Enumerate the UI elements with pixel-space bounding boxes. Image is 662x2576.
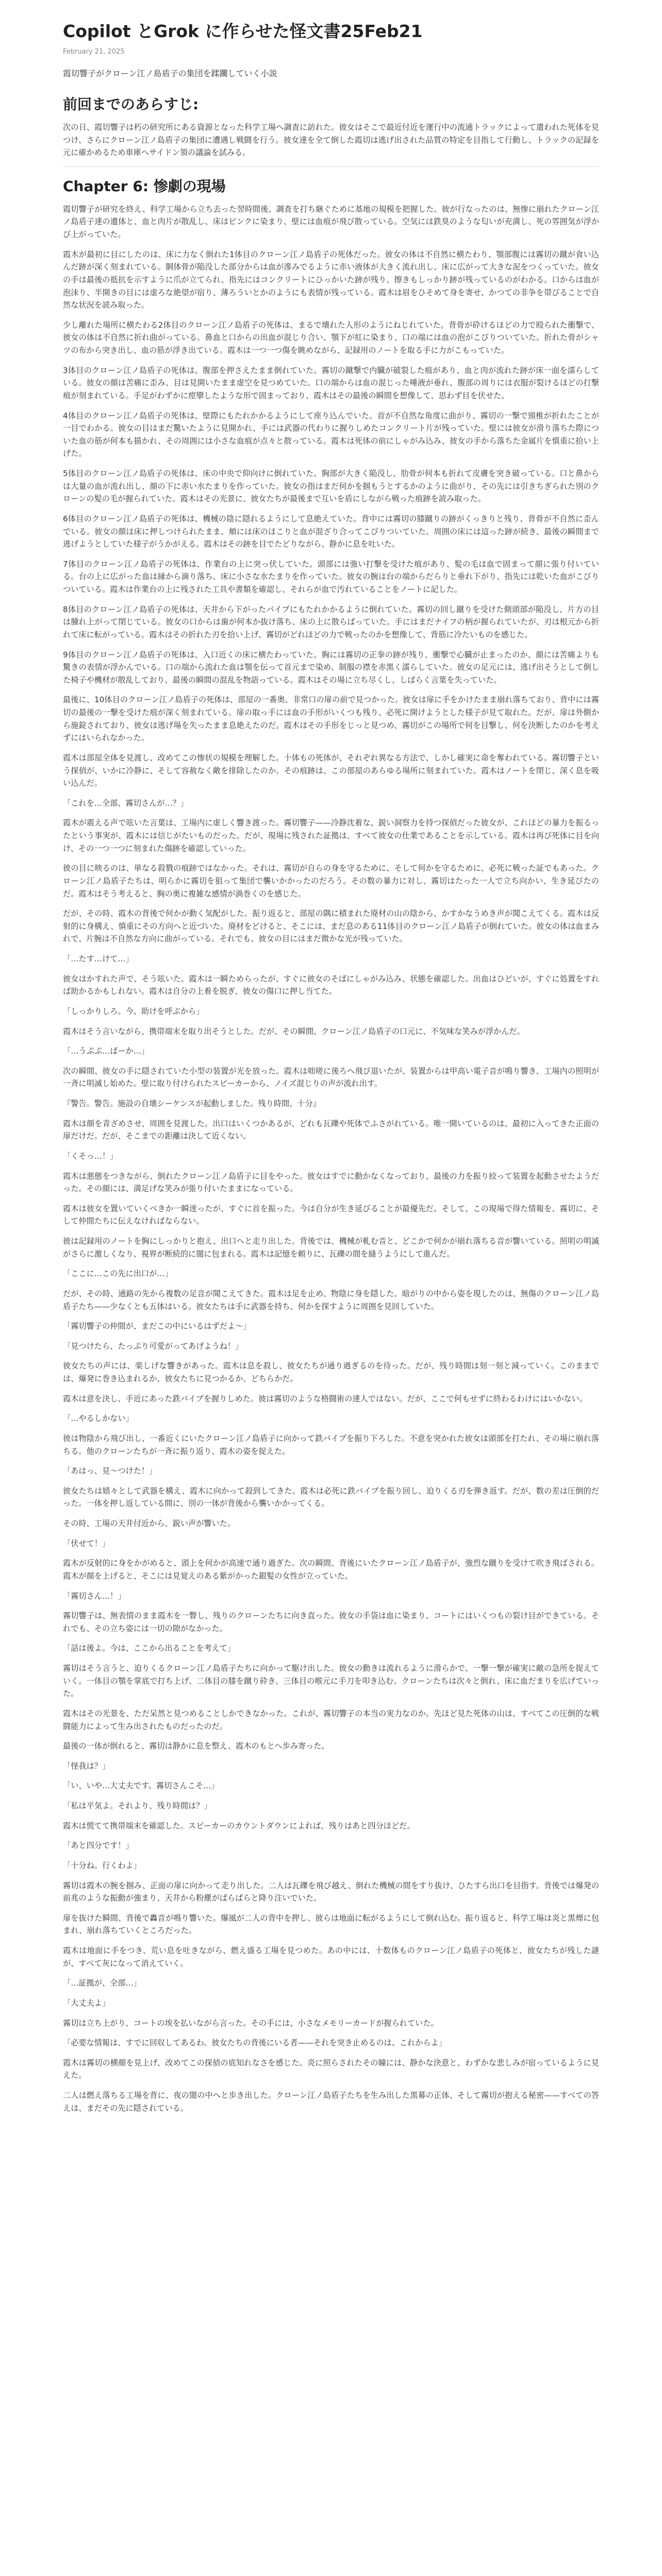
post-subtitle: 霞切響子がクローン江ノ島盾子の集団を蹂躙していく小説 bbox=[63, 68, 277, 78]
paragraph: 最後の一体が倒れると、霧切は静かに息を整え、霞木のもとへ歩み寄った。 bbox=[63, 1741, 329, 1751]
paragraph: 彼の目に映るのは、単なる殺戮の痕跡ではなかった。それは、霧切が自らの身を守るために、そして何かを守るために、必死に戦った証でもあった。クローン江ノ島盾子たちは、明らかに霧切を狙って集団で襲いかかったのだろう。その数の暴力に対し、霧切はたった一人で立ち向かい、生き延びたのだ。霞木はそう考えると、胸の奥に複雑な感情が渦巻くのを感じた。 bbox=[63, 863, 599, 899]
paragraph: 霞木が反射的に身をかがめると、頭上を何かが高速で通り過ぎた。次の瞬間、背後にいたクローン江ノ島盾子が、強烈な蹴りを受けて吹き飛ばされる。霞木が顔を上げると、そこには見覚えのある紫がかった銀髪の女性が立っていた。 bbox=[63, 1558, 599, 1581]
post-title: Copilot とGrok に作らせた怪文書25Feb21 bbox=[63, 21, 423, 41]
post-date: February 21, 2025 bbox=[63, 47, 125, 56]
paragraph: 「私は平気よ。それより、残り時間は？」 bbox=[63, 1801, 212, 1811]
paragraph: だが、その時、霞木の背後で何かが動く気配がした。振り返ると、部屋の隅に積まれた廃材の山の陰から、かすかなうめき声が聞こえてくる。霞木は反射的に身構え、慎重にその方向へと近づいた。廃材をどけると、そこには、まだ息のある11体目のクローン江ノ島盾子が倒れていた。彼女の体は血まみれで、片腕は不自然な方向に曲がっている。それでも、彼女の目にはまだ微かな光が残っていた。 bbox=[63, 909, 600, 944]
paragraph: 霞切響子が研究を終え、科学工場から立ち去った翌時間後、調査を打ち継ぐために基地の規模を把握した。彼が行なったのは、無惨に崩れたクローン江ノ島盾子達の遺体と、血と肉片が散乱し、床はピンクに染まり、壁には血痕が飛び散っている。空気には鉄臭のような匂いが充満し、死の雰囲気が浮かび上がっていた。 bbox=[63, 204, 599, 240]
paragraph: 最後に、10体目のクローン江ノ島盾子の死体は、部屋の一番奥、非常口の扉の前で見つかった。彼女は扉に手をかけたまま崩れ落ちており、背中には霧切の最後の一撃を受けた痕が深く刻まれている。扉の取っ手には血の手形がいくつも残り、必死に開けようとした様子が見て取れた。だが、扉は外側から施錠されており、彼女は逃げ場を失ったまま息絶えたのだ。霞木はその手形をじっと見つめ、霧切がこの場所で何を目撃し、何を決断したのかを考えずにはいられなかった。 bbox=[63, 695, 600, 743]
paragraph: 「伏せて！」 bbox=[63, 1538, 110, 1548]
paragraph: 「ここに…この先に出口が…」 bbox=[63, 1269, 173, 1279]
paragraph: 「しっかりしろ。今、助けを呼ぶから」 bbox=[63, 1006, 204, 1016]
paragraph: 「…やるしかない」 bbox=[63, 1414, 134, 1423]
paragraph: 「い、いや…大丈夫です。霧切さんこそ…」 bbox=[63, 1781, 219, 1791]
paragraph: 彼女たちは嬉々として武器を構え、霞木に向かって殺到してきた。霞木は必死に鉄パイプを振り回し、迫りくる刃を弾き返す。だが、数の差は圧倒的だった。一体を押し返している間に、別の一体が背後から襲いかかってくる。 bbox=[63, 1486, 599, 1509]
paragraph: 霞木は霧切の横顔を見上げ、改めてこの探偵の底知れなさを感じた。炎に照らされたその瞳には、静かな決意と、わずかな悲しみが宿っているように見えた。 bbox=[63, 2058, 599, 2080]
paragraph: 彼女はかすれた声で、そう呟いた。霞木は一瞬ためらったが、すぐに彼女のそばにしゃがみ込み、状態を確認した。出血はひどいが、すぐに処置をすれば助かるかもしれない。霞木は自分の上着を脱ぎ、彼女の傷口に押し当てた。 bbox=[63, 974, 599, 996]
paragraph: 霞木は慌てて携帯端末を確認した。スピーカーのカウントダウンによれば、残りはあと四分ほどだ。 bbox=[63, 1821, 415, 1831]
paragraph: 霧切は霞木の腕を掴み、正面の扉に向かって走り出した。二人は瓦礫を飛び越え、倒れた機械の間をすり抜け、ひたすら出口を目指す。背後では爆発の前兆のような振動が強まり、天井から粉塵がぱらぱらと降り注いでいた。 bbox=[63, 1880, 600, 1903]
paragraph: 霧切響子は、無表情のまま霞木を一瞥し、残りのクローンたちに向き直った。彼女の手袋は血に染まり、コートにはいくつもの裂け目ができている。それでも、その立ち姿には一切の隙がなかった。 bbox=[63, 1611, 599, 1633]
paragraph: 彼女たちの声には、楽しげな響きがあった。霞木は息を殺し、彼女たちが通り過ぎるのを待った。だが、残り時間は刻一刻と減っていく。このままでは、爆発に巻き込まれるか、彼女たちに見つかるか、どちらかだ。 bbox=[63, 1361, 599, 1384]
paragraph: 霞木は部屋全体を見渡し、改めてこの惨状の規模を理解した。十体もの死体が、それぞれ異なる方法で、しかし確実に命を奪われている。霧切響子という探偵が、いかに冷静に、そして容赦なく敵を排除したのか。その痕跡は、この部屋のあらゆる場所に刻まれていた。霞木はノートを閉じ、深く息を吸い込んだ。 bbox=[63, 753, 599, 788]
article bbox=[63, 0, 599, 2114]
paragraph: 7体目のクローン江ノ島盾子の死体は、作業台の上に突っ伏していた。頭部には強い打撃を受けた痕があり、髪の毛は血で固まって顔に張り付いている。台の上に広がった血は縁から滴り落ち、床に小さな水たまりを作っていた。彼女の腕は台の端からだらりと垂れ下がり、指先には乾いた血がこびりついている。霞木は作業台の上に残された工具や書類を確認し、それらが血で汚れていることをノートに記した。 bbox=[63, 559, 600, 595]
paragraph: 霞木は彼女を置いていくべきか一瞬迷ったが、すぐに首を振った。今は自分が生き延びることが最優先だ。そして、この現場で得た情報を、霧切に、そして仲間たちに伝えなければならない。 bbox=[63, 1204, 599, 1226]
paragraph: 次の瞬間、彼女の手に隠されていた小型の装置が光を放った。霞木は咄嗟に後ろへ飛び退いたが、装置からは甲高い電子音が鳴り響き、工場内の照明が一斉に明滅し始めた。壁に取り付けられたスピーカーから、ノイズ混じりの声が流れ出す。 bbox=[63, 1066, 599, 1089]
paragraph: 「十分ね。行くわよ」 bbox=[63, 1860, 141, 1870]
paragraph: 「見つけたら、たっぷり可愛がってあげようね！」 bbox=[63, 1341, 243, 1351]
paragraph: 9体目のクローン江ノ島盾子の死体は、入口近くの床に横たわっていた。胸には霧切の正拳の跡が残り、衝撃で心臓が止まったのか、顔には苦痛よりも驚きの表情が浮かんでいる。口の端から流れた血は顎を伝って首元まで染め、制服の襟を赤黒く濡らしていた。彼女の足元には、逃げ出そうとして倒した椅子や機材が散乱しており、最後の瞬間の混乱を物語っている。霞木はその場に立ち尽くし、しばらく言葉を失っていた。 bbox=[63, 650, 599, 685]
paragraph: 5体目のクローン江ノ島盾子の死体は、床の中央で仰向けに倒れていた。胸部が大きく陥没し、肋骨が何本も折れて皮膚を突き破っている。口と鼻からは大量の血が流れ出し、顔の下に赤い水たまりを作っていた。彼女の指はまだ何かを掴もうとするかのように曲がり、その先には引きちぎられた別のクローンの髪の毛が握られていた。霞木はその光景に、彼女たちが最後まで互いを盾にしながら戦った痕跡を読み取った。 bbox=[63, 469, 600, 504]
paragraph: 彼は記録用のノートを胸にしっかりと抱え、出口へと走り出した。背後では、機械が軋む音と、どこかで何かが崩れ落ちる音が響いている。照明の明滅がさらに激しくなり、視界が断続的に闇に包まれる。霞木は記憶を頼りに、瓦礫の間を縫うようにして進んだ。 bbox=[63, 1236, 599, 1259]
paragraph: 8体目のクローン江ノ島盾子の死体は、天井から下がったパイプにもたれかかるように倒れていた。霧切の回し蹴りを受けた側頭部が陥没し、片方の目は腫れ上がって閉じている。彼女の口からは歯が何本か抜け落ち、床の上に散らばっていた。手にはまだナイフの柄が握られていたが、刃は根元から折れて床に転がっている。霞木はその折れた刃を拾い上げ、霧切がどれほどの力で戦ったのかを想像して、背筋に冷たいものを感じた。 bbox=[63, 604, 599, 639]
paragraph: 次の日、霞切響子は朽の研究所にある資源となった科学工場へ調査に訪れた。彼女はそこで最近付近を運行中の流通トラックによって遣われた死体を見つけ、さらにクローン江ノ島盾子の集団に遭遇し戦闘を行う。彼女達を全て倒した霞切は逃げ出された品質の特定を目指して行動し、トラックの記録を元に確かめるため車庫へサイドン領の議論を試みる。 bbox=[63, 122, 599, 158]
paragraph: 「必要な情報は、すでに回収してあるわ。彼女たちの背後にいる者——それを突き止めるのは、これからよ」 bbox=[63, 2038, 447, 2048]
paragraph: 「あと四分です！」 bbox=[63, 1841, 134, 1851]
chapter-heading: Chapter 6: 惨劇の現場 bbox=[63, 177, 226, 195]
paragraph: 霞木は地面に手をつき、荒い息を吐きながら、燃え盛る工場を見つめた。あの中には、十数体ものクローン江ノ島盾子の死体と、彼女たちが残した謎が、すべて灰になって消えていく。 bbox=[63, 1946, 599, 1968]
paragraph: 「あはっ、見～つけた！」 bbox=[63, 1466, 157, 1476]
paragraph: 「怪我は？」 bbox=[63, 1761, 110, 1771]
paragraph: 彼は物陰から飛び出し、一番近くにいたクローン江ノ島盾子に向かって鉄パイプを振り下ろした。不意を突かれた彼女は頭部を打たれ、その場に崩れ落ちる。他のクローンたちが一斉に振り返り、霞木の姿を捉えた。 bbox=[63, 1433, 599, 1456]
paragraph: 3体目のクローン江ノ島盾子の死体は、腹部を押さえたまま倒れていた。霧切の蹴撃で内臓が破裂した痕があり、血と肉が流れた跡が床一面を濡らしている。彼女の顔は苦痛に歪み、目は見開いたまま虚空を見つめていた。口の端からは血の混じった唾液が垂れ、腹部の周りには衣服が裂けるほどの打撃痕が刻まれている。手足がわずかに痙攣したような形で固まっており、霞木はその最後の瞬間を想像して、思わず目を伏せた。 bbox=[63, 365, 599, 400]
paragraph: 霞木は悪態をつきながら、倒れたクローン江ノ島盾子に目をやった。彼女はすでに動かなくなっており、最後の力を振り絞って装置を起動させたようだった。その顔には、満足げな笑みが張り付いたままになっている。 bbox=[63, 1171, 599, 1194]
paragraph: 「霧切さん…！」 bbox=[63, 1591, 126, 1601]
paragraph: 「大丈夫よ」 bbox=[63, 1998, 110, 2008]
paragraph: 「これを…全部、霧切さんが…？」 bbox=[63, 798, 188, 808]
paragraph: 「霧切響子の仲間が、まだこの中にいるはずだよ～」 bbox=[63, 1321, 251, 1331]
recap-body bbox=[63, 121, 599, 159]
paragraph: 『警告。警告。施設の自壊シーケンスが起動しました。残り時間、十分』 bbox=[63, 1099, 321, 1109]
paragraph: 「くそっ…！」 bbox=[63, 1151, 118, 1161]
paragraph: 二人は燃え落ちる工場を背に、夜の闇の中へと歩き出した。クローン江ノ島盾子たちを生み出した黒幕の正体、そして霧切が抱える秘密——すべての答えは、まだその先に隠されている。 bbox=[63, 2091, 599, 2113]
paragraph: 霧切はそう言うと、迫りくるクローン江ノ島盾子たちに向かって駆け出した。彼女の動きは流れるように滑らかで、一撃一撃が確実に敵の急所を捉えていく。一体目の顎を掌底で打ち上げ、二体目の膝を蹴り砕き、三体目の喉元に手刀を叩き込む。クローンたちは次々と倒れ、床に血だまりを広げていった。 bbox=[63, 1664, 599, 1699]
paragraph: その時、工場の天井付近から、鋭い声が響いた。 bbox=[63, 1519, 236, 1529]
paragraph: 「話は後よ。今は、ここから出ることを考えて」 bbox=[63, 1643, 236, 1653]
paragraph: 霞木はその光景を、ただ呆然と見つめることしかできなかった。これが、霧切響子の本当の実力なのか。先ほど見た死体の山は、すべてこの圧倒的な戦闘能力によって生み出されたものだったのだ。 bbox=[63, 1708, 599, 1731]
paragraph: だが、その時、通路の先から複数の足音が聞こえてきた。霞木は足を止め、物陰に身を隠した。暗がりの中から姿を現したのは、無傷のクローン江ノ島盾子たち——少なくとも五体はいる。彼女たちは手に武器を持ち、何かを探すように周囲を見回していた。 bbox=[63, 1289, 599, 1311]
paragraph: 霞木はそう言いながら、携帯端末を取り出そうとした。だが、その瞬間、クローン江ノ島盾子の口元に、不気味な笑みが浮かんだ。 bbox=[63, 1026, 525, 1036]
section-divider bbox=[63, 166, 599, 167]
paragraph: 霞木が最初に目にしたのは、床に力なく倒れた1体目のクローン江ノ島盾子の死体だった。彼女の体は不自然に横たわり、顎部腹には霧切の蹴が食い込んだ跡が深く刻まれている。胴体骨が陥没した部分からは血が滲みでるように赤い液体が大きく流れ出し、床に広がって大きな泥をつくっていた。彼女の手は最後の抵抗を示すように爪が立てられ、指先にはコンクリートにひっかいた跡が残り、擦きもしっかり跡が残っているのがわかる。口からは血が泡沫り、半開きの目には虚ろな絶望が宿り、薄ろういとかのようにも表情が残っている。霞木は眉をひそめて身を寄せ、かつての非争を帯びることで自然な状況を読み取った。 bbox=[63, 249, 599, 310]
paragraph: 扉を抜けた瞬間、背後で轟音が鳴り響いた。爆風が二人の背中を押し、彼らは地面に転がるようにして倒れ込む。振り返ると、科学工場は炎と黒煙に包まれ、崩れ落ちていくところだった。 bbox=[63, 1913, 600, 1936]
paragraph: 霧切は立ち上がり、コートの埃を払いながら言った。その手には、小さなメモリーカードが握られていた。 bbox=[63, 2018, 439, 2028]
paragraph: 4体目のクローン江ノ島盾子の死体は、壁際にもたれかかるようにして座り込んでいた。首が不自然な角度に曲がり、霧切の一撃で頸椎が折れたことが一目でわかる。彼女の目はまだ驚いたように見開かれ、手には武器の代わりに握りしめたコンクリート片が残っていた。壁には彼女が滑り落ちた際についた血の筋が何本も描かれ、その周囲には小さな血痕が点々と散っている。霞木は死体の前にしゃがみ込み、彼女の手から落ちた金属片を慎重に拾い上げた。 bbox=[63, 411, 599, 459]
paragraph: 霞木は意を決し、手近にあった鉄パイプを握りしめた。彼は霧切のような格闘術の達人ではない。だが、ここで何もせずに終わるわけにはいかない。 bbox=[63, 1394, 587, 1403]
paragraph: 霞木は顔を青ざめさせ、周囲を見渡した。出口はいくつかあるが、どれも瓦礫や死体でふさがれている。唯一開いているのは、最初に入ってきた正面の扉だけだ。だが、そこまでの距離は決して近くない。 bbox=[63, 1118, 599, 1141]
paragraph: 「…うぷぷ…ばーか…」 bbox=[63, 1046, 150, 1056]
recap-heading: 前回までのあらすじ: bbox=[63, 95, 199, 113]
paragraph: 「…証拠が、全部…」 bbox=[63, 1978, 141, 1988]
paragraph: 霞木が震える声で呟いた言葉は、工場内に虚しく響き渡った。霧切響子——冷静沈着な、鋭い洞察力を持つ探偵だった彼女が、これほどの暴力を振るったという事実が、霞木には信じがたいものだった。だが、現場に残された証拠は、すべて彼女の仕業であることを示している。霞木は再び死体に目を向け、その一つ一つに刻まれた傷跡を確認していった。 bbox=[63, 818, 599, 853]
paragraph: 少し離れた場所に横たわる2体目のクローン江ノ島盾子の死体は、まるで壊れた人形のようにねじれていた。背骨が砕けるほどの力で殴られた衝撃で、彼女の体は不自然に折れ曲がっている。鼻血と口からの出血が混じり合い、顎下が紅に染まり、口の端には血の泡がこびりついていた。折れた骨がシャツの布から突き出し、血の筋が浮き出ている。霞木は一つ一つ傷を眺めながら、記録用のノートを取る手に力がこもっていた。 bbox=[63, 320, 599, 355]
paragraph: 「…たす…けて…」 bbox=[63, 954, 134, 964]
paragraph: 6体目のクローン江ノ島盾子の死体は、機械の陰に隠れるようにして息絶えていた。背中には霧切の膝蹴りの跡がくっきりと残り、背骨が不自然に歪んでいる。彼女の顔は床に押しつけられたまま、頬には床のほこりと血が混ざり合ってこびりついていた。周囲の床には這った跡が続き、最後の瞬間まで逃げようとしていた様子がうかがえる。霞木はその跡を目でたどりながら、静かに息を吐いた。 bbox=[63, 514, 599, 549]
chapter-body bbox=[63, 203, 599, 2115]
